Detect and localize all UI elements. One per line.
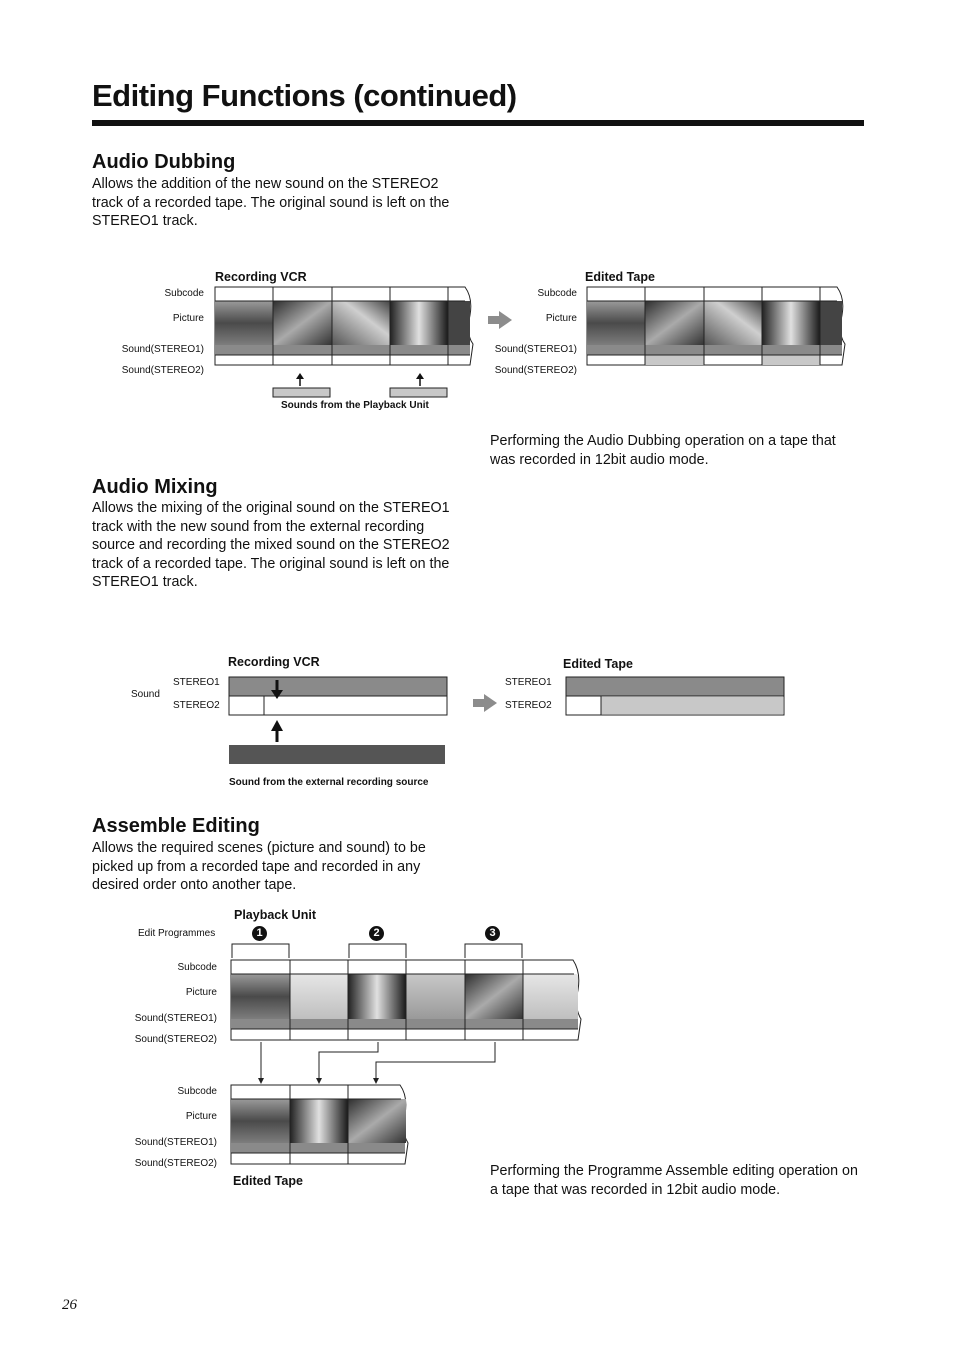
playback-tape [231,960,581,1040]
audio-mixing-body: Allows the mixing of the original sound on the STEREO1 track with the new sound from the external recording source and recording the mixed sound on the STEREO2 track of a recorded tape. The original sound is left on the STEREO1 track. [92,500,450,591]
dubbing-edited-stereo2-label: Sound(STEREO2) [494,365,577,376]
page-title: Editing Functions (continued) [92,78,517,113]
mixing-transfer-arrow [473,694,497,712]
dubbing-edited-subcode-label: Subcode [537,288,577,299]
programme-marker-1: 1 [252,926,267,941]
dubbing-subcode-label: Subcode [164,288,204,299]
mixing-recording-tracks [229,677,447,764]
programme-marker-3: 3 [485,926,500,941]
page-number: 26 [62,1297,77,1313]
edit-programme-brackets [232,944,522,958]
dubbing-edited-tape-title: Edited Tape [585,270,655,284]
dubbing-edited-stereo1-label: Sound(STEREO1) [494,344,577,355]
edit-programmes-label: Edit Programmes [138,928,216,939]
assemble-caption: Performing the Programme Assemble editing operation on a tape that was recorded in 12bit audio mode. [490,1163,858,1198]
mixing-external-caption: Sound from the external recording source [229,777,429,788]
dubbing-playback-caption: Sounds from the Playback Unit [281,400,429,411]
mixing-edited-tape-title: Edited Tape [563,657,633,671]
dubbing-caption: Performing the Audio Dubbing operation on a tape that was recorded in 12bit audio mode. [490,433,836,468]
assembled-stereo2-label: Sound(STEREO2) [134,1158,217,1169]
dubbing-stereo2-label: Sound(STEREO2) [121,365,204,376]
mixing-edited-tracks [566,677,784,715]
playback-unit-title: Playback Unit [234,908,316,922]
dubbing-edited-picture-label: Picture [545,313,577,324]
dubbing-stereo1-label: Sound(STEREO1) [121,344,204,355]
audio-dubbing-heading: Audio Dubbing [92,151,236,173]
mixing-edited-stereo2-label: STEREO2 [505,700,552,711]
dubbing-recording-vcr-title: Recording VCR [215,270,307,284]
dubbing-playback-sounds [273,373,447,397]
assemble-editing-body: Allows the required scenes (picture and sound) to be picked up from a recorded tape and recorded in any desired order onto another tape. [92,840,426,894]
assemble-stereo2-label: Sound(STEREO2) [134,1034,217,1045]
mixing-edited-stereo1-label: STEREO1 [505,677,552,688]
assembled-stereo1-label: Sound(STEREO1) [134,1137,217,1148]
assembled-edited-tape-title: Edited Tape [233,1174,303,1188]
dubbing-edited-tape [587,287,845,365]
assemble-subcode-label: Subcode [177,962,217,973]
assemble-connectors [261,1042,495,1080]
mixing-stereo2-label: STEREO2 [173,700,220,711]
assembled-tape [231,1085,408,1164]
assembled-picture-label: Picture [185,1111,217,1122]
assemble-picture-label: Picture [185,987,217,998]
audio-mixing-heading: Audio Mixing [92,476,218,498]
mixing-sound-label: Sound [131,689,160,700]
assemble-stereo1-label: Sound(STEREO1) [134,1013,217,1024]
mixing-recording-vcr-title: Recording VCR [228,655,320,669]
programme-marker-2: 2 [369,926,384,941]
dubbing-picture-label: Picture [172,313,204,324]
dubbing-recording-tape [215,287,473,365]
assemble-editing-heading: Assemble Editing [92,815,260,837]
mixing-stereo1-label: STEREO1 [173,677,220,688]
audio-dubbing-body: Allows the addition of the new sound on the STEREO2 track of a recorded tape. The original sound is left on the STEREO1 track. [92,176,450,230]
assembled-subcode-label: Subcode [177,1086,217,1097]
